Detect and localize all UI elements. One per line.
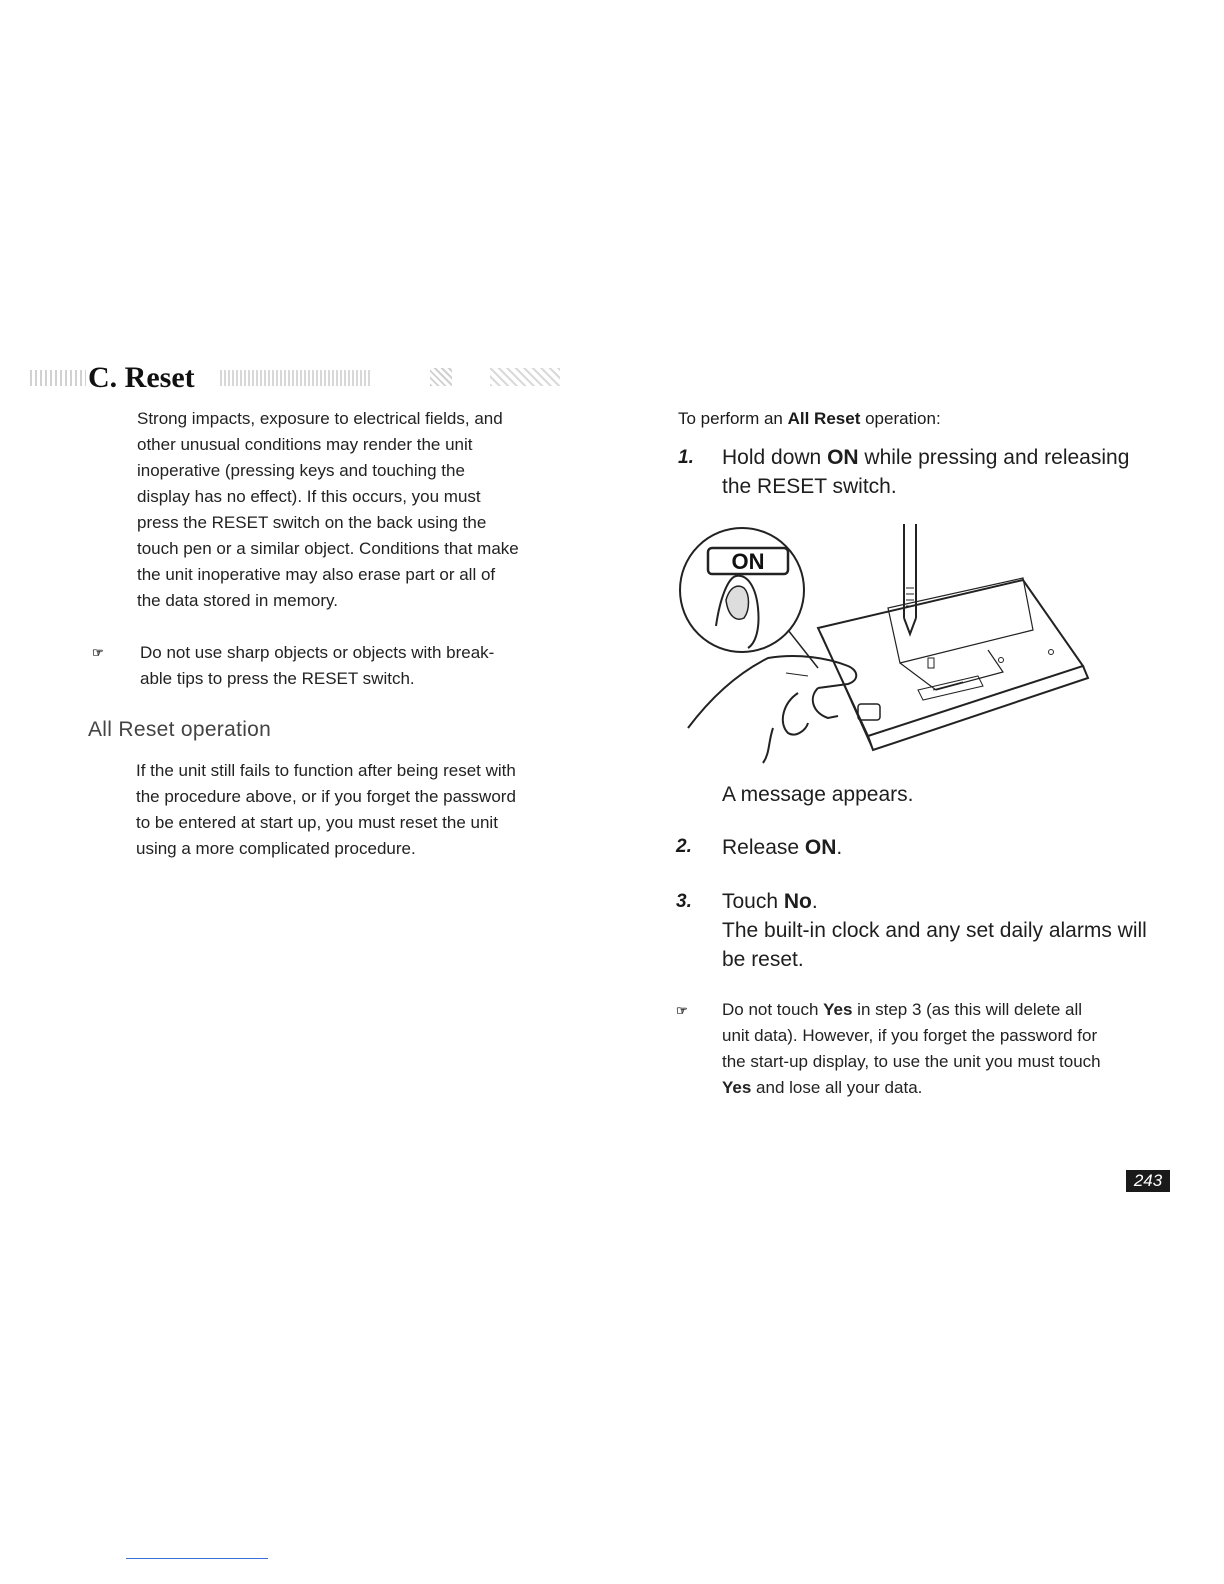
paragraph-line: the unit inoperative may also erase part or all of bbox=[137, 565, 496, 584]
heading-decoration-right bbox=[220, 370, 370, 386]
paragraph-line: the procedure above, or if you forget the password bbox=[136, 787, 516, 806]
pointing-hand-icon: ☞ bbox=[92, 645, 104, 660]
caution-note bbox=[140, 640, 580, 692]
hand-illustration bbox=[688, 656, 856, 763]
caution-note-yes: Do not touch Yes in step 3 (as this will delete all unit data). However, if you forget the password for the start-up display, to use the unit you must touch Yes and lose all your data. bbox=[722, 1000, 1101, 1097]
paragraph-line: other unusual conditions may render the unit bbox=[137, 435, 473, 454]
subheading-all-reset: All Reset operation bbox=[88, 718, 272, 741]
paragraph-line: touch pen or a similar object. Conditions that make bbox=[137, 539, 519, 558]
section-heading bbox=[30, 358, 570, 398]
note-line: able tips to press the RESET switch. bbox=[140, 669, 415, 688]
paragraph-line: using a more complicated procedure. bbox=[136, 839, 416, 858]
all-reset-paragraph bbox=[136, 758, 586, 862]
step-3-text: Touch No. The built-in clock and any set daily alarms will be reset. bbox=[722, 890, 1147, 971]
procedure-intro: To perform an All Reset operation: bbox=[678, 409, 941, 428]
paragraph-line: Strong impacts, exposure to electrical fields, and bbox=[137, 409, 503, 428]
heading-decoration-left bbox=[30, 370, 86, 386]
note-line: Do not use sharp objects or objects with break- bbox=[140, 643, 495, 662]
heading-decoration-far bbox=[430, 368, 452, 386]
pointing-hand-icon: ☞ bbox=[676, 1003, 688, 1018]
paragraph-line: If the unit still fails to function after being reset with bbox=[136, 761, 516, 780]
step-number: 3. bbox=[676, 891, 692, 912]
paragraph-line: to be entered at start up, you must reset the unit bbox=[136, 813, 498, 832]
reset-illustration bbox=[678, 518, 1098, 768]
bottom-divider bbox=[126, 1558, 268, 1559]
on-key-zoom-illustration bbox=[680, 528, 818, 668]
paragraph-line: display has no effect). If this occurs, you must bbox=[137, 487, 481, 506]
step-2-text: Release ON. bbox=[722, 836, 843, 859]
step-1-text: Hold down ON while pressing and releasing the RESET switch. bbox=[722, 446, 1130, 498]
paragraph-line: the data stored in memory. bbox=[137, 591, 338, 610]
intro-paragraph bbox=[137, 406, 587, 614]
device-back-illustration bbox=[818, 578, 1088, 750]
on-key-label: ON bbox=[731, 549, 765, 574]
paragraph-line: inoperative (pressing keys and touching the bbox=[137, 461, 465, 480]
paragraph-line: press the RESET switch on the back using the bbox=[137, 513, 487, 532]
heading-decoration-far bbox=[490, 368, 560, 386]
step-number: 1. bbox=[678, 447, 694, 468]
section-title: C. Reset bbox=[88, 361, 195, 394]
page-number: 243 bbox=[1126, 1170, 1170, 1192]
message-appears-text: A message appears. bbox=[722, 783, 914, 806]
step-number: 2. bbox=[676, 836, 692, 857]
